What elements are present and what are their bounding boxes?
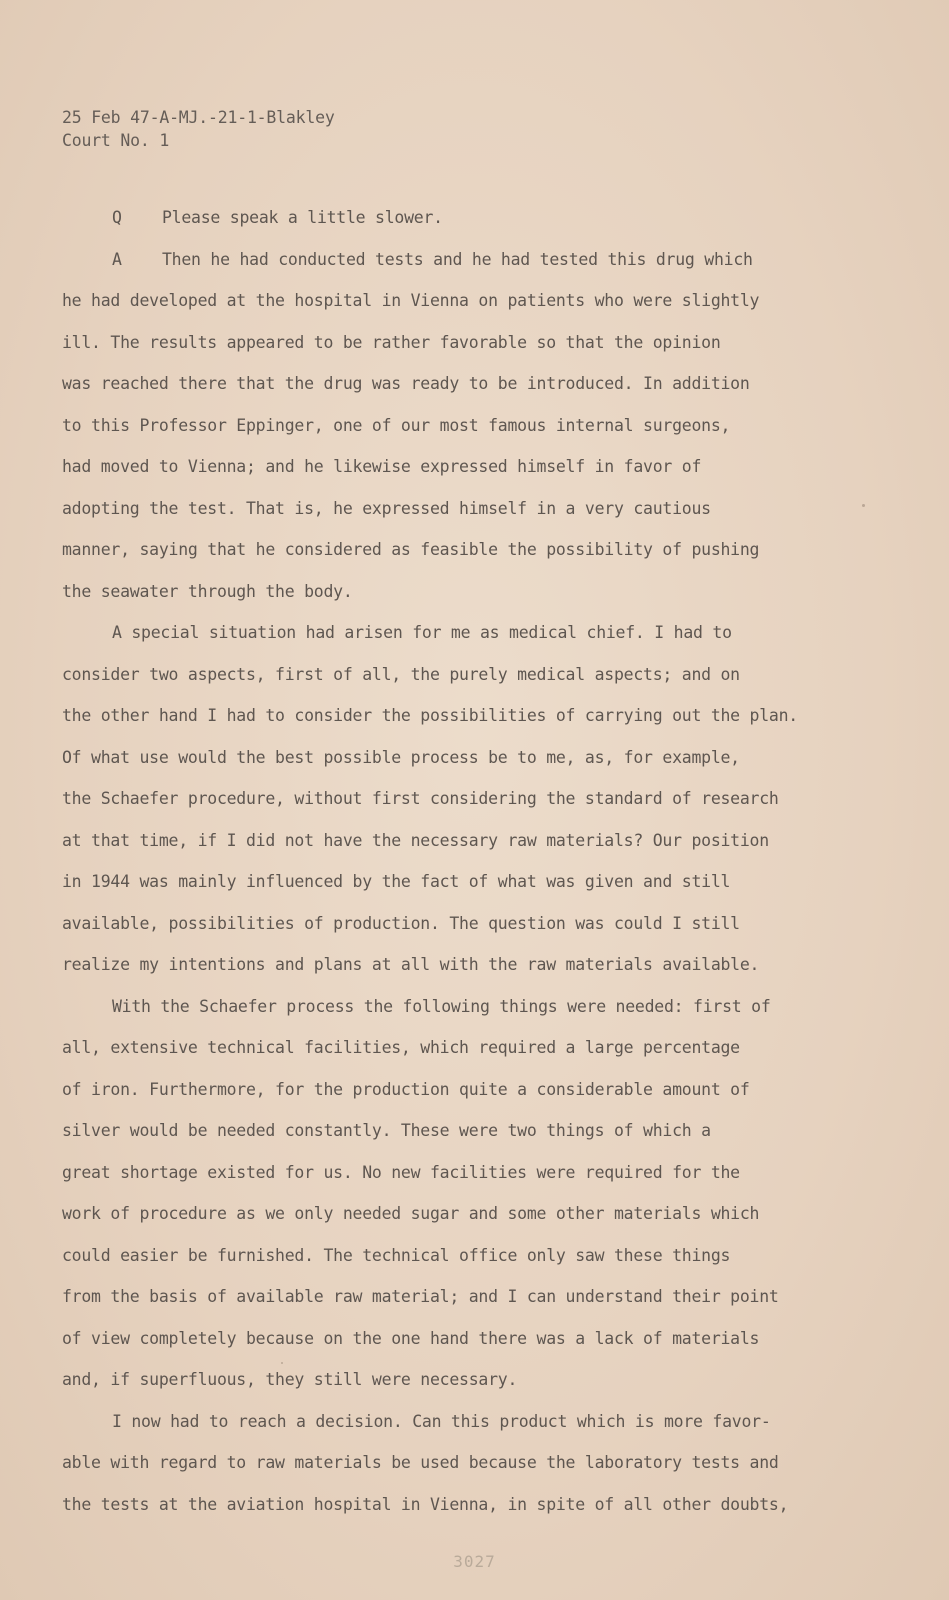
text-line: the Schaefer procedure, without first considering the standard of research	[62, 789, 779, 808]
text-line: he had developed at the hospital in Vienna on patients who were slightly	[62, 291, 760, 310]
paragraph-text: With the Schaefer process the following things were needed: first of	[112, 996, 771, 1016]
document-header	[62, 106, 335, 152]
text-line: work of procedure as we only needed sugar and some other materials which	[62, 1204, 760, 1223]
text-line: all, extensive technical facilities, which required a large percentage	[62, 1038, 740, 1057]
text-line: in 1944 was mainly influenced by the fact of what was given and still	[62, 872, 731, 891]
text-line: adopting the test. That is, he expressed himself in a very cautious	[62, 498, 711, 518]
text-line: realize my intentions and plans at all with the raw materials available.	[62, 955, 760, 974]
text-line: at that time, if I did not have the necessary raw materials? Our position	[62, 830, 769, 850]
paragraph-text: A special situation had arisen for me as medical chief. I had to	[112, 623, 732, 642]
text-line: great shortage existed for us. No new facilities were required for the	[62, 1162, 740, 1182]
text-line: the other hand I had to consider the possibilities of carrying out the plan.	[62, 706, 798, 725]
text-line: could easier be furnished. The technical office only saw these things	[62, 1245, 731, 1265]
text-line: and, if superfluous, they still were necessary.	[62, 1370, 518, 1389]
text-line: of iron. Furthermore, for the production quite a considerable amount of	[62, 1079, 750, 1099]
text-line: manner, saying that he considered as feasible the possibility of pushing	[62, 540, 760, 559]
speaker-a: A	[112, 249, 122, 269]
text-line: had moved to Vienna; and he likewise expressed himself in favor of	[62, 457, 702, 476]
speaker-q: Q	[112, 208, 122, 227]
text-line: consider two aspects, first of all, the purely medical aspects; and on	[62, 664, 740, 684]
text-line: the seawater through the body.	[62, 581, 353, 601]
text-line: the tests at the aviation hospital in Vienna, in spite of all other doubts,	[62, 1494, 789, 1514]
question-line	[62, 206, 822, 248]
page-number: 3027	[453, 1552, 496, 1571]
paper-speck	[862, 504, 865, 507]
header-court-line: Court No. 1	[62, 131, 170, 150]
text-line: ill. The results appeared to be rather favorable so that the opinion	[62, 332, 721, 352]
text-line: from the basis of available raw material; and I can understand their point	[62, 1287, 779, 1306]
paragraph-start-line	[62, 995, 822, 1037]
paper-speck	[281, 1362, 283, 1364]
paragraph-text: I now had to reach a decision. Can this product which is more favor-	[112, 1411, 771, 1431]
transcript-body	[62, 206, 822, 1534]
text-line: of view completely because on the one hand there was a lack of materials	[62, 1328, 760, 1348]
question-text: Please speak a little slower.	[162, 208, 443, 227]
text-line: to this Professor Eppinger, one of our most famous internal surgeons,	[62, 415, 731, 435]
answer-line	[62, 248, 822, 290]
text-line: Of what use would the best possible process be to me, as, for example,	[62, 747, 740, 767]
answer-text: Then he had conducted tests and he had tested this drug which	[162, 249, 753, 269]
paragraph-start-line	[62, 1410, 822, 1452]
text-line: able with regard to raw materials be used because the laboratory tests and	[62, 1453, 779, 1472]
text-line: was reached there that the drug was ready to be introduced. In addition	[62, 374, 750, 393]
text-line: available, possibilities of production. The question was could I still	[62, 913, 740, 933]
header-date-line: 25 Feb 47-A-MJ.-21-1-Blakley	[62, 108, 335, 127]
text-line: silver would be needed constantly. These were two things of which a	[62, 1121, 711, 1140]
paragraph-start-line	[62, 621, 822, 663]
